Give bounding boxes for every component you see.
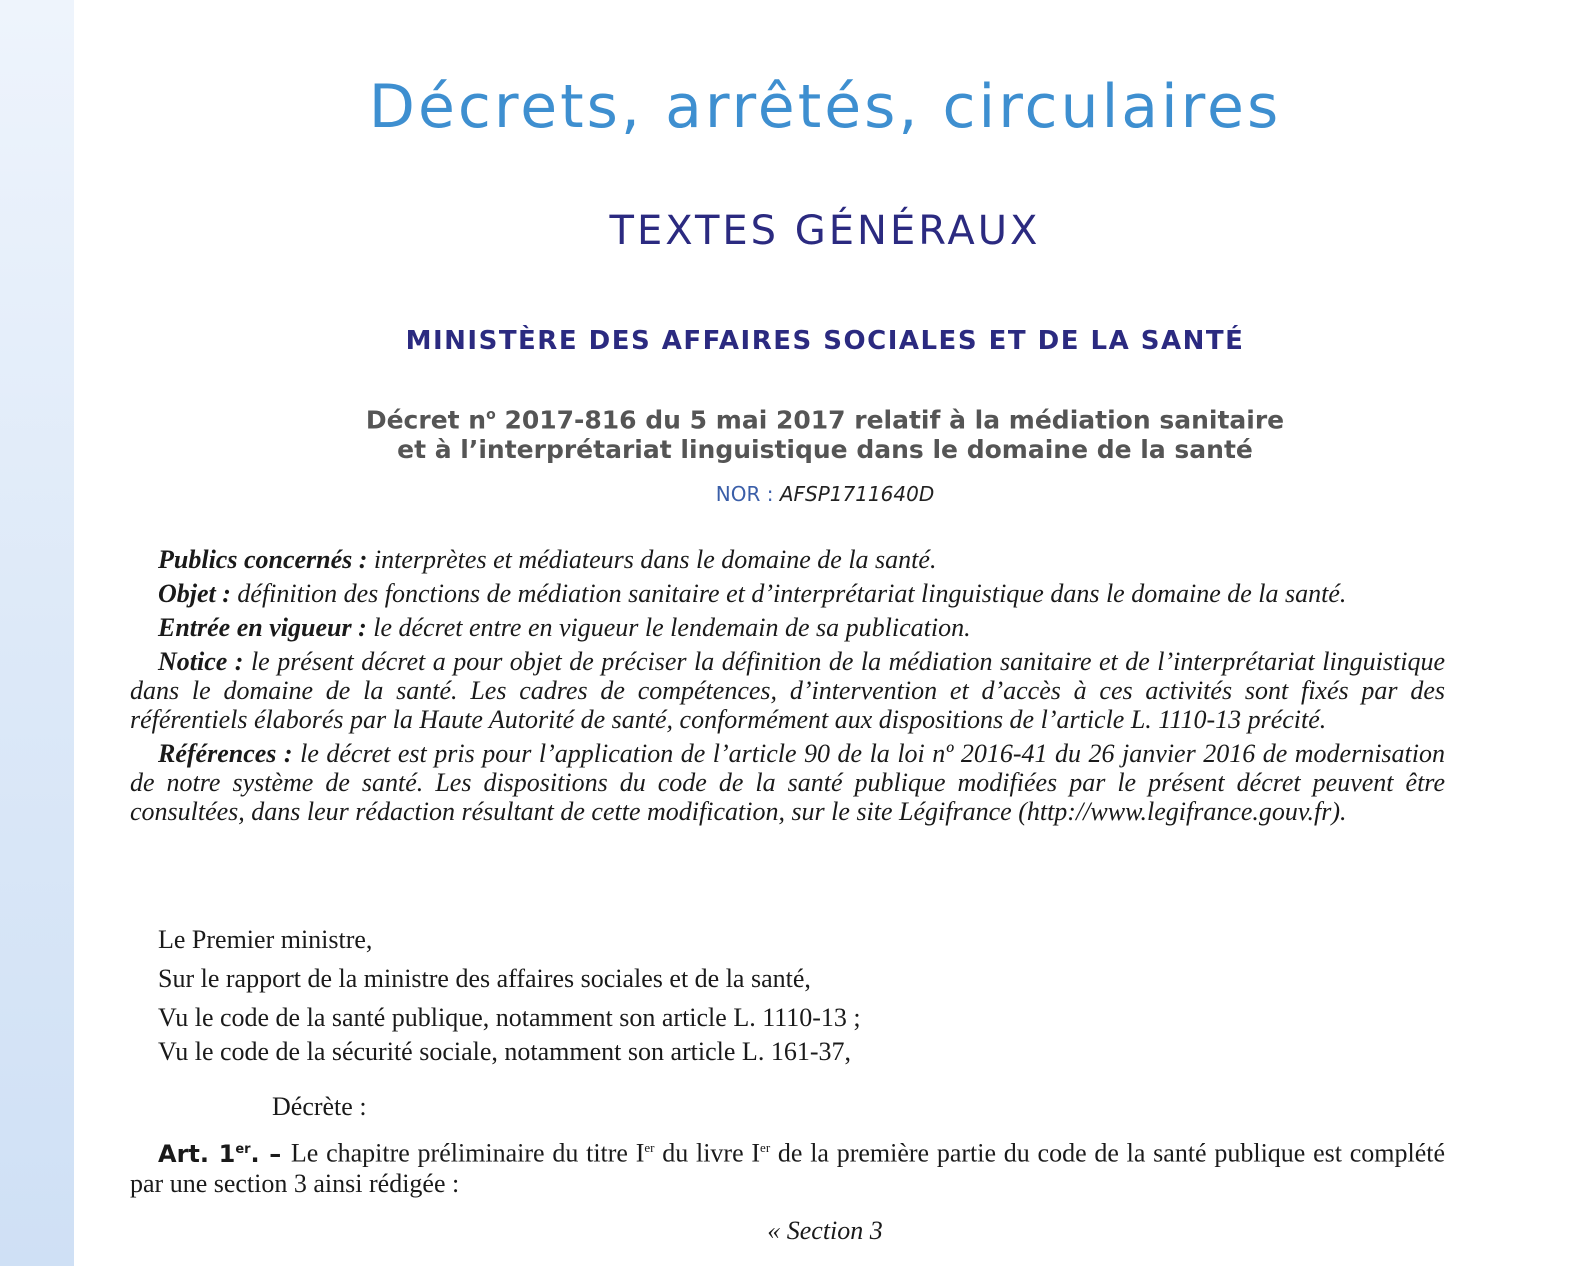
title-line2: et à l’interprétariat linguistique dans le domaine de la santé bbox=[397, 435, 1253, 465]
decrete-line: Décrète : bbox=[272, 1092, 367, 1121]
visa-line: Le Premier ministre, bbox=[158, 925, 373, 954]
summary-item bbox=[130, 613, 1445, 642]
nor-value: AFSP1711640D bbox=[779, 482, 935, 506]
article-label bbox=[158, 1140, 291, 1168]
title-part2: 2017-816 du 5 mai 2017 relatif à la médiation sanitaire bbox=[495, 405, 1285, 435]
nor-label: NOR : bbox=[715, 482, 780, 506]
visa-line: Vu le code de la sécurité sociale, notamment son article L. 161-37, bbox=[158, 1037, 851, 1066]
summary-text: définition des fonctions de médiation sanitaire et d’interprétariat linguistique dans le domaine de la santé. bbox=[230, 579, 1347, 608]
section-3-heading: « Section 3 bbox=[767, 1216, 883, 1245]
nor-reference bbox=[74, 482, 1576, 506]
journal-banner: Décrets, arrêtés, circulaires bbox=[368, 72, 1282, 142]
article-text-a: Le chapitre préliminaire du titre I bbox=[290, 1138, 645, 1168]
summary-item bbox=[130, 545, 1445, 574]
decree-title bbox=[74, 400, 1576, 465]
summary-text: le présent décret a pour objet de préciser la définition de la médiation sanitaire et de l’interprétariat linguistique dans le domaine de la santé. Les cadres de compétences, d’intervention et d’accès à ces activités sont fixés par des référentiels élaborés par la Haute Autorité de santé, conformément aux dispositions de l’article L. 1110-13 précité. bbox=[130, 647, 1445, 734]
article-label-text: Art. 1 bbox=[158, 1139, 236, 1168]
summary-text: le décret est pris pour l’application de l’article 90 de la loi nº 2016-41 du 26 janvier 2016 de modernisation de notre système de santé. Les dispositions du code de la santé publique modifiées par le présent décret peuvent être consultées, dans leur rédaction résultant de cette modification, sur le site Légifrance (http://www.legifrance.gouv.fr). bbox=[130, 739, 1445, 826]
summary-item bbox=[130, 647, 1445, 734]
summary-item bbox=[130, 579, 1445, 608]
summary-label: Notice : bbox=[158, 647, 244, 676]
article-text-b: du livre I bbox=[654, 1138, 761, 1168]
summary-label: Publics concernés : bbox=[158, 545, 368, 574]
title-part1: Décret n bbox=[365, 405, 487, 435]
summary-label: Objet : bbox=[158, 579, 231, 608]
ministry-heading: MINISTÈRE DES AFFAIRES SOCIALES ET DE LA SANTÉ bbox=[405, 326, 1245, 356]
decree-summary bbox=[130, 545, 1445, 831]
visa-line: Sur le rapport de la ministre des affaires sociales et de la santé, bbox=[158, 964, 811, 993]
article-label-end: . – bbox=[250, 1139, 291, 1168]
visa-line: Vu le code de la santé publique, notamment son article L. 1110-13 ; bbox=[158, 1003, 861, 1032]
section-heading: TEXTES GÉNÉRAUX bbox=[609, 208, 1041, 254]
article-text-c: de la première partie du code de la santé publique est complété par une section 3 ainsi rédigée : bbox=[130, 1138, 1446, 1198]
summary-item bbox=[130, 739, 1445, 826]
article-sup-a: er bbox=[644, 1140, 655, 1155]
visa-block bbox=[130, 925, 1445, 1072]
article-1 bbox=[130, 1133, 1445, 1198]
summary-text: interprètes et médiateurs dans le domaine de la santé. bbox=[367, 545, 937, 574]
title-sup: o bbox=[486, 407, 496, 423]
summary-label: Entrée en vigueur : bbox=[158, 613, 367, 642]
article-sup-b: er bbox=[760, 1140, 771, 1155]
summary-text: le décret entre en vigueur le lendemain de sa publication. bbox=[366, 613, 971, 642]
summary-label: Références : bbox=[158, 739, 293, 768]
article-label-sup: er bbox=[235, 1141, 251, 1157]
